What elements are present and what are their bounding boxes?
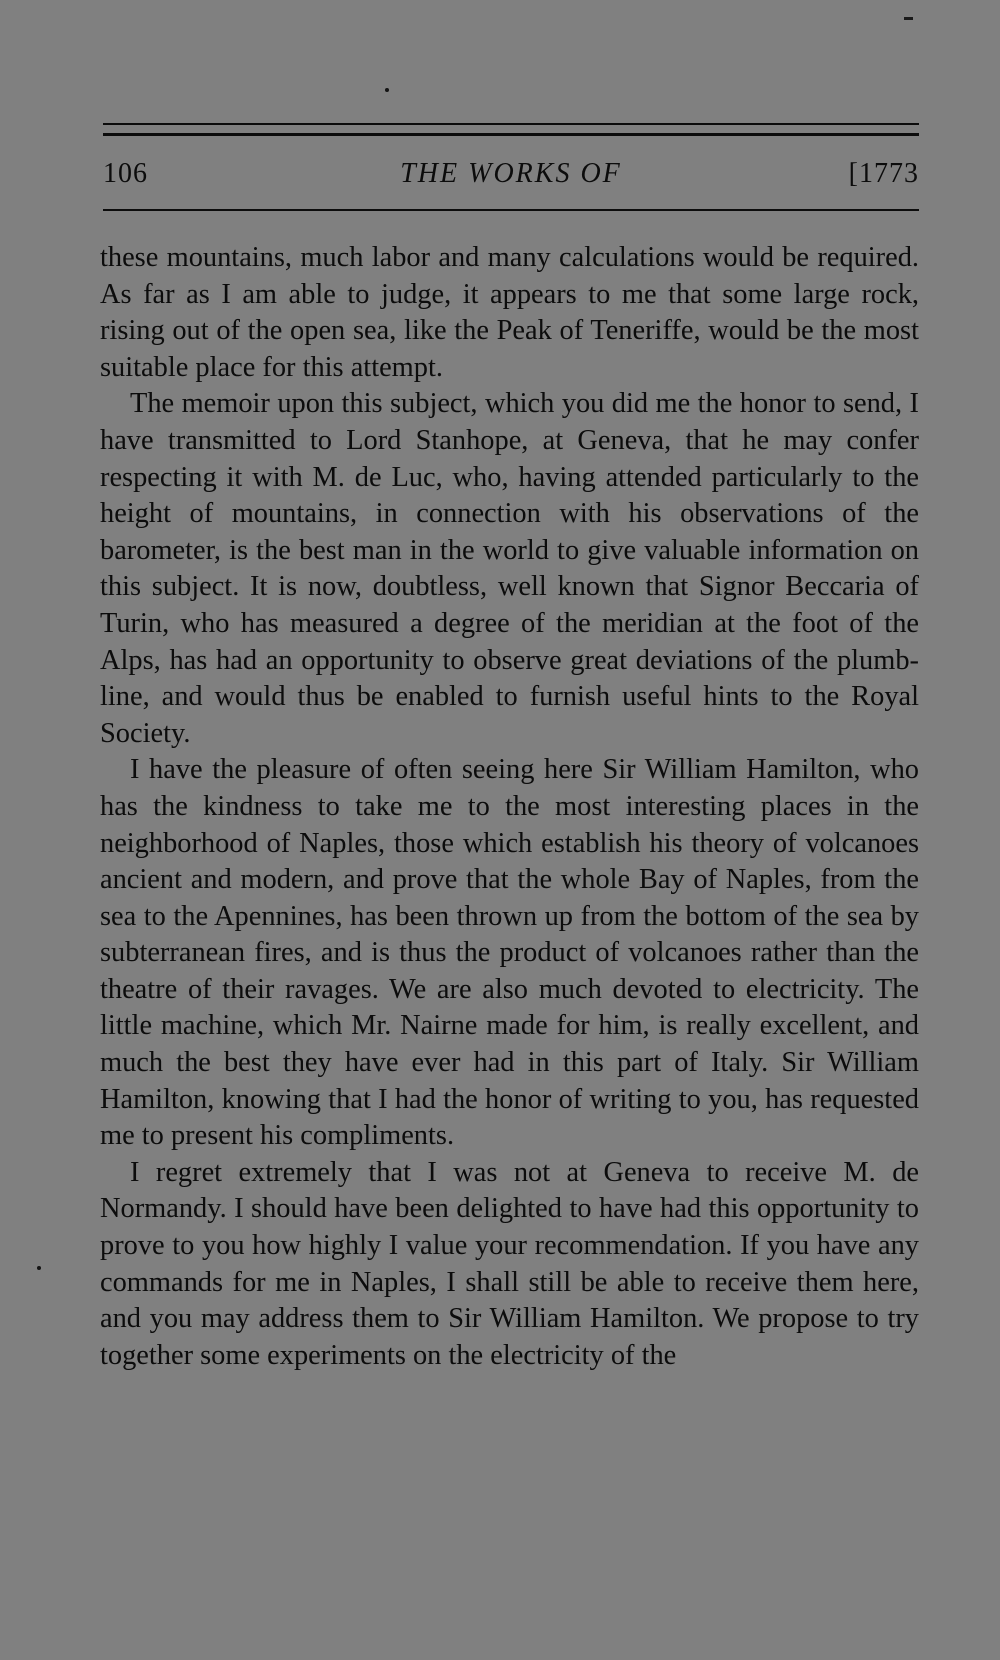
header-rule-upper (103, 133, 919, 136)
running-header (103, 150, 919, 200)
header-rule-bottom (103, 209, 919, 211)
paragraph: these mountains, much labor and many calculations would be required. As far as I am able to judge, it appears to me that some large rock, rising out of the open sea, like the Peak of Teneriffe, would be the most suitable place for this attempt. (100, 242, 919, 383)
scan-speck (37, 1266, 41, 1270)
page-number: 106 (103, 158, 148, 189)
paragraph: The memoir upon this subject, which you did me the honor to send, I have transmitted to Lord Stanhope, at Geneva, that he may confer respecting it with M. de Luc, who, having attended particularly to the height of mountains, in connection with his observations of the barometer, is the best man in the world to give valuable information on this subject. It is now, doubtless, well known that Signor Beccaria of Turin, who has measured a degree of the meridian at the foot of the Alps, has had an opportunity to observe great deviations of the plumb-line, and would thus be enabled to furnish useful hints to the Royal Society. (100, 388, 919, 749)
running-title: THE WORKS OF (400, 158, 622, 189)
paragraph: I regret extremely that I was not at Geneva to receive M. de Normandy. I should have been delighted to have had this opportunity to prove to you how highly I value your recommendation. If you have any commands for me in Naples, I shall still be able to receive them here, and you may address them to Sir William Hamilton. We propose to try together some experiments on the electricity of the (100, 1156, 919, 1371)
body-text (100, 240, 919, 1374)
scan-mark (904, 17, 913, 20)
year-mark: [1773 (848, 158, 919, 189)
scan-speck (385, 88, 389, 92)
header-rule-top (103, 123, 919, 125)
paragraph: I have the pleasure of often seeing here Sir William Hamilton, who has the kindness to take me to the most interesting places in the neighborhood of Naples, those which establish his theory of volcanoes ancient and modern, and prove that the whole Bay of Naples, from the sea to the Apennines, has been thrown up from the bottom of the sea by subterranean fires, and is thus the product of volcanoes rather than the theatre of their ravages. We are also much devoted to electricity. The little machine, which Mr. Nairne made for him, is really excellent, and much the best they have ever had in this part of Italy. Sir William Hamilton, knowing that I had the honor of writing to you, has requested me to present his compliments. (100, 754, 919, 1152)
